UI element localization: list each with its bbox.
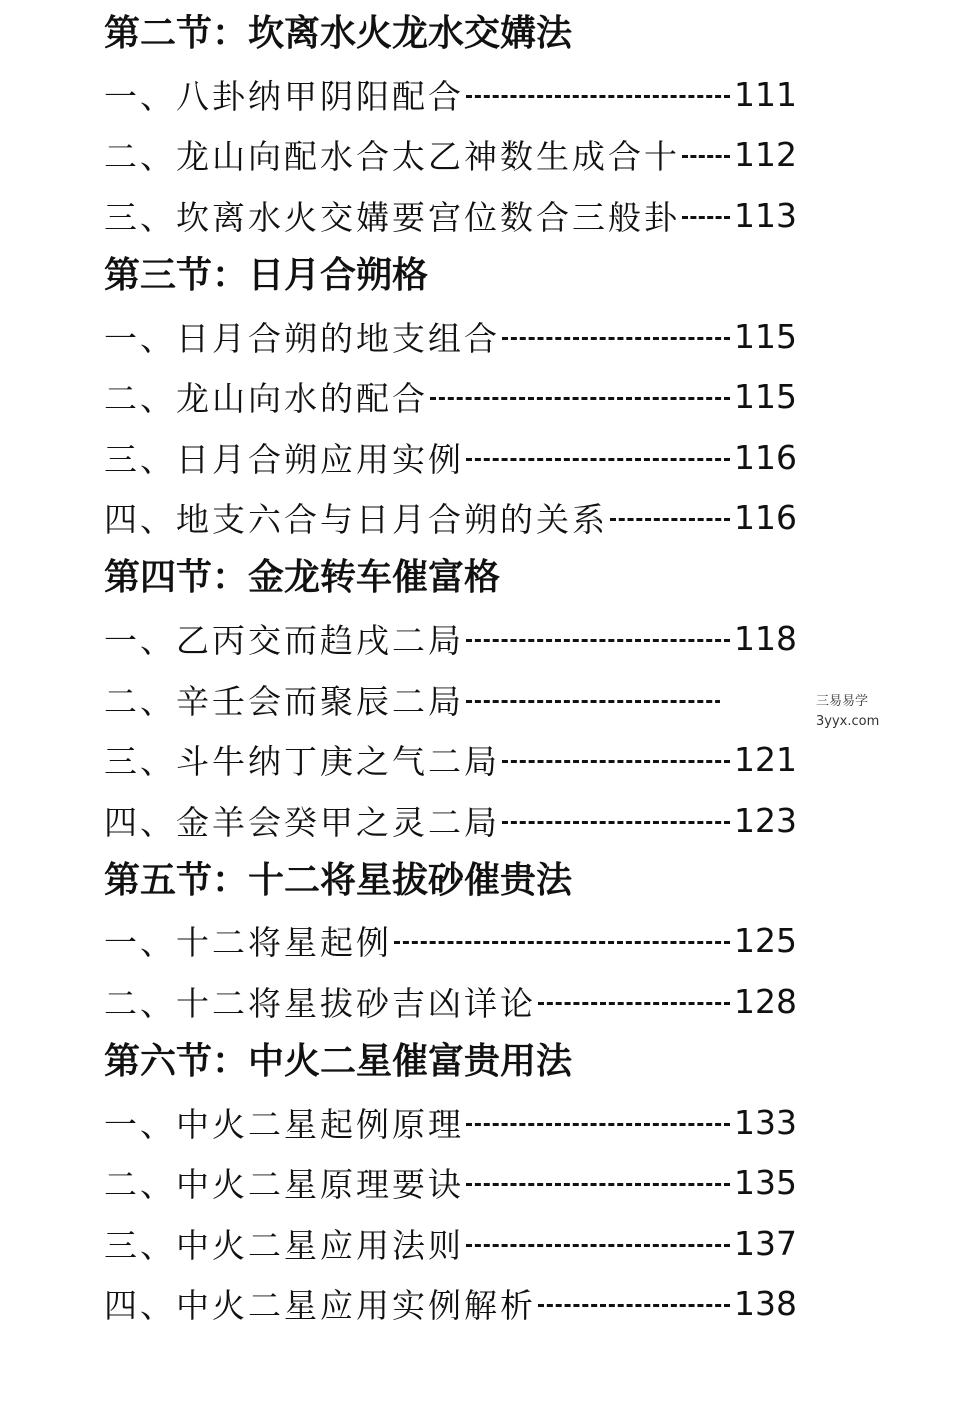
page-number: 121 <box>734 740 797 780</box>
page-number: 115 <box>734 377 797 417</box>
page-number: 116 <box>734 437 797 477</box>
page-number: 123 <box>734 800 797 840</box>
dot-leader <box>466 95 730 98</box>
entry-title: 一、八卦纳甲阴阳配合 <box>104 76 464 116</box>
section-heading: 第六节：中火二星催富贵用法 <box>104 1040 573 1082</box>
dot-leader <box>682 216 730 219</box>
toc-entry <box>104 608 804 669</box>
page-number: 133 <box>734 1102 797 1142</box>
watermark-url: 3yyx.com <box>816 714 880 729</box>
toc-entry <box>104 366 804 427</box>
entry-title: 二、辛壬会而聚辰二局 <box>104 681 464 721</box>
section-heading: 第三节：日月合朔格 <box>104 254 429 296</box>
toc-entry <box>104 1092 804 1153</box>
section-heading: 第四节：金龙转车催富格 <box>104 557 501 599</box>
toc-entry <box>104 1274 804 1335</box>
dot-leader <box>502 760 730 763</box>
entry-title: 二、十二将星拔砂吉凶详论 <box>104 983 536 1023</box>
entry-title: 一、日月合朔的地支组合 <box>104 318 500 358</box>
entry-title: 三、中火二星应用法则 <box>104 1225 464 1265</box>
watermark-name: 三易易学 <box>816 694 869 709</box>
entry-title: 二、中火二星原理要诀 <box>104 1165 464 1205</box>
dot-leader <box>430 397 730 400</box>
entry-title: 三、坎离水火交媾要宫位数合三般卦 <box>104 197 680 237</box>
toc-entry <box>104 427 804 488</box>
entry-title: 四、中火二星应用实例解析 <box>104 1286 536 1326</box>
page-number: 118 <box>734 618 797 658</box>
page-number: 135 <box>734 1163 797 1203</box>
page-number: 116 <box>734 498 797 538</box>
dot-leader <box>502 337 730 340</box>
page-number: 125 <box>734 921 797 961</box>
entry-title: 二、龙山向水的配合 <box>104 379 428 419</box>
dot-leader <box>466 639 730 642</box>
toc-entry <box>104 488 804 549</box>
dot-leader <box>538 1304 730 1307</box>
section-heading: 第二节：坎离水火龙水交媾法 <box>104 13 573 54</box>
dot-leader <box>466 458 730 461</box>
entry-title: 一、乙丙交而趋戌二局 <box>104 620 464 660</box>
entry-title: 三、斗牛纳丁庚之气二局 <box>104 742 500 782</box>
dot-leader <box>538 1002 730 1005</box>
toc-entry <box>104 185 804 246</box>
page-number: 138 <box>734 1284 797 1324</box>
entry-title: 一、十二将星起例 <box>104 923 392 963</box>
dot-leader <box>502 821 730 824</box>
page-number: 128 <box>734 981 797 1021</box>
page-number: 137 <box>734 1223 797 1263</box>
toc-entry <box>104 669 804 730</box>
page-number: 111 <box>734 74 797 114</box>
page-number: 113 <box>734 195 797 235</box>
toc-entry <box>104 911 804 972</box>
toc-entry <box>104 125 804 186</box>
toc-entry <box>104 971 804 1032</box>
page-number: 115 <box>734 316 797 356</box>
entry-title: 二、龙山向配水合太乙神数生成合十 <box>104 137 680 177</box>
toc-entry <box>104 1152 804 1213</box>
page-number: 112 <box>734 135 797 175</box>
watermark-cover <box>720 684 820 734</box>
dot-leader <box>610 518 730 521</box>
dot-leader <box>682 155 730 158</box>
watermark <box>816 692 879 732</box>
entry-title: 四、金羊会癸甲之灵二局 <box>104 802 500 842</box>
entry-title: 三、日月合朔应用实例 <box>104 439 464 479</box>
toc-entry <box>104 790 804 851</box>
dot-leader <box>394 941 730 944</box>
toc-entry <box>104 1213 804 1274</box>
table-of-contents <box>104 4 804 1334</box>
section-heading: 第五节：十二将星拔砂催贵法 <box>104 859 573 901</box>
entry-title: 一、中火二星起例原理 <box>104 1104 464 1144</box>
toc-entry <box>104 306 804 367</box>
dot-leader <box>466 1123 730 1126</box>
entry-title: 四、地支六合与日月合朔的关系 <box>104 500 608 540</box>
dot-leader <box>466 1183 730 1186</box>
toc-entry <box>104 64 804 125</box>
dot-leader <box>466 700 730 703</box>
dot-leader <box>466 1244 730 1247</box>
toc-entry <box>104 729 804 790</box>
